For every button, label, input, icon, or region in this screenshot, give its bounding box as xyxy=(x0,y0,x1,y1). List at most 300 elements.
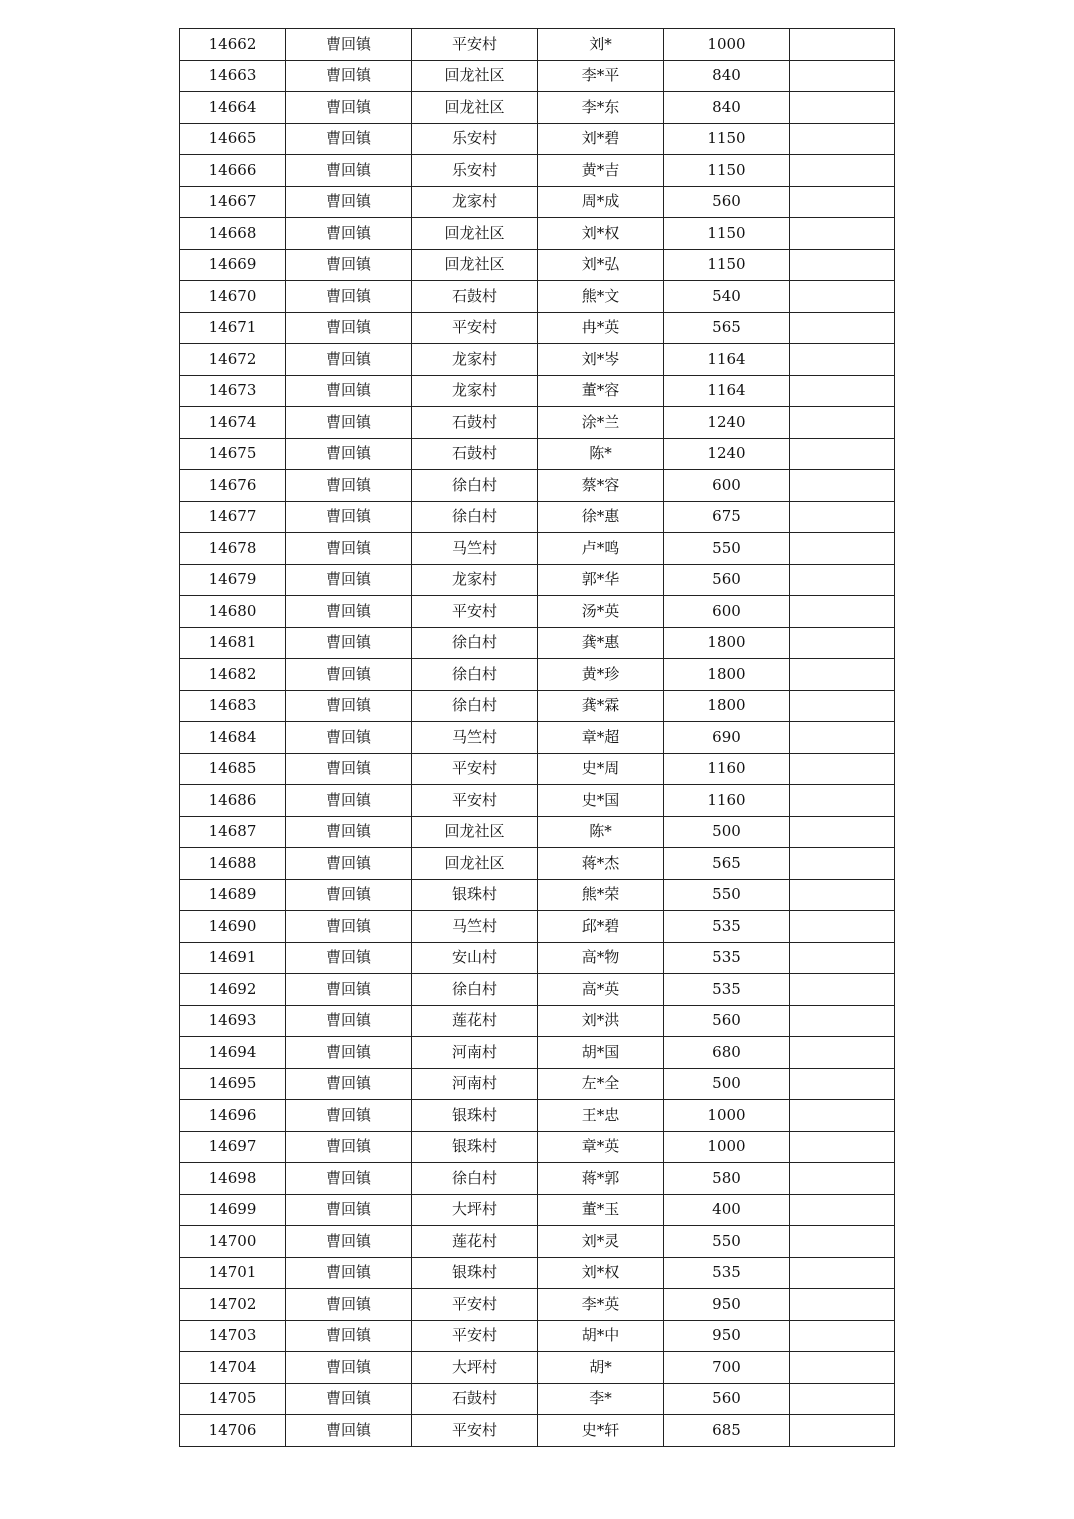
village-cell: 徐白村 xyxy=(412,1163,538,1195)
table-row xyxy=(180,911,895,943)
table-row xyxy=(180,501,895,533)
remark-cell xyxy=(790,470,895,502)
town-cell: 曹回镇 xyxy=(286,1289,412,1321)
village-cell: 大坪村 xyxy=(412,1194,538,1226)
remark-cell xyxy=(790,1383,895,1415)
table-row xyxy=(180,879,895,911)
amount-cell: 1000 xyxy=(664,29,790,61)
table-row xyxy=(180,1226,895,1258)
remark-cell xyxy=(790,1100,895,1132)
town-cell: 曹回镇 xyxy=(286,879,412,911)
amount-cell: 500 xyxy=(664,1068,790,1100)
town-cell: 曹回镇 xyxy=(286,1383,412,1415)
amount-cell: 1160 xyxy=(664,785,790,817)
serial-number-cell: 14690 xyxy=(180,911,286,943)
table-row xyxy=(180,1131,895,1163)
name-cell: 龚*惠 xyxy=(538,627,664,659)
remark-cell xyxy=(790,1257,895,1289)
table-row xyxy=(180,753,895,785)
name-cell: 黄*吉 xyxy=(538,155,664,187)
town-cell: 曹回镇 xyxy=(286,564,412,596)
village-cell: 回龙社区 xyxy=(412,816,538,848)
amount-cell: 600 xyxy=(664,596,790,628)
table-row xyxy=(180,974,895,1006)
table-row xyxy=(180,722,895,754)
remark-cell xyxy=(790,501,895,533)
table-row xyxy=(180,123,895,155)
amount-cell: 950 xyxy=(664,1289,790,1321)
village-cell: 平安村 xyxy=(412,29,538,61)
serial-number-cell: 14673 xyxy=(180,375,286,407)
table-row xyxy=(180,942,895,974)
town-cell: 曹回镇 xyxy=(286,123,412,155)
name-cell: 胡*国 xyxy=(538,1037,664,1069)
serial-number-cell: 14667 xyxy=(180,186,286,218)
table-row xyxy=(180,407,895,439)
serial-number-cell: 14665 xyxy=(180,123,286,155)
name-cell: 高*英 xyxy=(538,974,664,1006)
name-cell: 黄*珍 xyxy=(538,659,664,691)
amount-cell: 560 xyxy=(664,1005,790,1037)
village-cell: 银珠村 xyxy=(412,879,538,911)
serial-number-cell: 14670 xyxy=(180,281,286,313)
table-row xyxy=(180,186,895,218)
name-cell: 章*超 xyxy=(538,722,664,754)
village-cell: 龙家村 xyxy=(412,375,538,407)
town-cell: 曹回镇 xyxy=(286,281,412,313)
town-cell: 曹回镇 xyxy=(286,848,412,880)
amount-cell: 1240 xyxy=(664,407,790,439)
remark-cell xyxy=(790,974,895,1006)
village-cell: 平安村 xyxy=(412,1289,538,1321)
amount-cell: 560 xyxy=(664,186,790,218)
serial-number-cell: 14671 xyxy=(180,312,286,344)
remark-cell xyxy=(790,942,895,974)
remark-cell xyxy=(790,1415,895,1447)
amount-cell: 700 xyxy=(664,1352,790,1384)
village-cell: 平安村 xyxy=(412,785,538,817)
town-cell: 曹回镇 xyxy=(286,92,412,124)
name-cell: 周*成 xyxy=(538,186,664,218)
serial-number-cell: 14678 xyxy=(180,533,286,565)
town-cell: 曹回镇 xyxy=(286,249,412,281)
village-cell: 回龙社区 xyxy=(412,60,538,92)
table-row xyxy=(180,155,895,187)
amount-cell: 1150 xyxy=(664,123,790,155)
remark-cell xyxy=(790,1289,895,1321)
remark-cell xyxy=(790,218,895,250)
amount-cell: 1150 xyxy=(664,249,790,281)
amount-cell: 535 xyxy=(664,911,790,943)
name-cell: 刘*弘 xyxy=(538,249,664,281)
table-row xyxy=(180,312,895,344)
town-cell: 曹回镇 xyxy=(286,1194,412,1226)
remark-cell xyxy=(790,1320,895,1352)
amount-cell: 1164 xyxy=(664,375,790,407)
table-row xyxy=(180,816,895,848)
name-cell: 章*英 xyxy=(538,1131,664,1163)
name-cell: 陈* xyxy=(538,816,664,848)
village-cell: 马竺村 xyxy=(412,911,538,943)
remark-cell xyxy=(790,659,895,691)
remark-cell xyxy=(790,344,895,376)
serial-number-cell: 14700 xyxy=(180,1226,286,1258)
table-row xyxy=(180,29,895,61)
town-cell: 曹回镇 xyxy=(286,186,412,218)
serial-number-cell: 14674 xyxy=(180,407,286,439)
name-cell: 刘*洪 xyxy=(538,1005,664,1037)
remark-cell xyxy=(790,785,895,817)
town-cell: 曹回镇 xyxy=(286,974,412,1006)
remark-cell xyxy=(790,533,895,565)
table-row xyxy=(180,785,895,817)
amount-cell: 1160 xyxy=(664,753,790,785)
town-cell: 曹回镇 xyxy=(286,1226,412,1258)
table-row xyxy=(180,1194,895,1226)
village-cell: 乐安村 xyxy=(412,123,538,155)
town-cell: 曹回镇 xyxy=(286,312,412,344)
village-cell: 石鼓村 xyxy=(412,281,538,313)
village-cell: 河南村 xyxy=(412,1037,538,1069)
table-row xyxy=(180,281,895,313)
remark-cell xyxy=(790,753,895,785)
village-cell: 河南村 xyxy=(412,1068,538,1100)
serial-number-cell: 14683 xyxy=(180,690,286,722)
serial-number-cell: 14702 xyxy=(180,1289,286,1321)
serial-number-cell: 14686 xyxy=(180,785,286,817)
town-cell: 曹回镇 xyxy=(286,1037,412,1069)
village-cell: 平安村 xyxy=(412,312,538,344)
village-cell: 徐白村 xyxy=(412,974,538,1006)
town-cell: 曹回镇 xyxy=(286,1005,412,1037)
name-cell: 卢*鸣 xyxy=(538,533,664,565)
serial-number-cell: 14675 xyxy=(180,438,286,470)
town-cell: 曹回镇 xyxy=(286,785,412,817)
village-cell: 平安村 xyxy=(412,753,538,785)
amount-cell: 675 xyxy=(664,501,790,533)
village-cell: 回龙社区 xyxy=(412,848,538,880)
table-row xyxy=(180,470,895,502)
amount-cell: 580 xyxy=(664,1163,790,1195)
name-cell: 熊*荣 xyxy=(538,879,664,911)
village-cell: 银珠村 xyxy=(412,1100,538,1132)
remark-cell xyxy=(790,690,895,722)
village-cell: 回龙社区 xyxy=(412,249,538,281)
village-cell: 徐白村 xyxy=(412,470,538,502)
town-cell: 曹回镇 xyxy=(286,407,412,439)
serial-number-cell: 14684 xyxy=(180,722,286,754)
name-cell: 刘* xyxy=(538,29,664,61)
amount-cell: 1000 xyxy=(664,1131,790,1163)
table-row xyxy=(180,92,895,124)
amount-cell: 950 xyxy=(664,1320,790,1352)
serial-number-cell: 14666 xyxy=(180,155,286,187)
serial-number-cell: 14677 xyxy=(180,501,286,533)
name-cell: 涂*兰 xyxy=(538,407,664,439)
village-cell: 银珠村 xyxy=(412,1131,538,1163)
village-cell: 乐安村 xyxy=(412,155,538,187)
name-cell: 王*忠 xyxy=(538,1100,664,1132)
amount-cell: 535 xyxy=(664,974,790,1006)
amount-cell: 600 xyxy=(664,470,790,502)
table-row xyxy=(180,1068,895,1100)
name-cell: 陈* xyxy=(538,438,664,470)
village-cell: 徐白村 xyxy=(412,690,538,722)
serial-number-cell: 14669 xyxy=(180,249,286,281)
amount-cell: 1150 xyxy=(664,218,790,250)
serial-number-cell: 14668 xyxy=(180,218,286,250)
town-cell: 曹回镇 xyxy=(286,375,412,407)
name-cell: 李*英 xyxy=(538,1289,664,1321)
remark-cell xyxy=(790,564,895,596)
name-cell: 高*物 xyxy=(538,942,664,974)
table-row xyxy=(180,1352,895,1384)
table-row xyxy=(180,1320,895,1352)
table-row xyxy=(180,848,895,880)
table-row xyxy=(180,627,895,659)
remark-cell xyxy=(790,1131,895,1163)
serial-number-cell: 14664 xyxy=(180,92,286,124)
amount-cell: 550 xyxy=(664,533,790,565)
village-cell: 龙家村 xyxy=(412,564,538,596)
name-cell: 刘*岑 xyxy=(538,344,664,376)
serial-number-cell: 14705 xyxy=(180,1383,286,1415)
amount-cell: 685 xyxy=(664,1415,790,1447)
serial-number-cell: 14698 xyxy=(180,1163,286,1195)
amount-cell: 1150 xyxy=(664,155,790,187)
remark-cell xyxy=(790,249,895,281)
town-cell: 曹回镇 xyxy=(286,722,412,754)
name-cell: 李* xyxy=(538,1383,664,1415)
remark-cell xyxy=(790,1352,895,1384)
name-cell: 刘*灵 xyxy=(538,1226,664,1258)
remark-cell xyxy=(790,407,895,439)
serial-number-cell: 14662 xyxy=(180,29,286,61)
serial-number-cell: 14695 xyxy=(180,1068,286,1100)
serial-number-cell: 14704 xyxy=(180,1352,286,1384)
town-cell: 曹回镇 xyxy=(286,1320,412,1352)
village-cell: 莲花村 xyxy=(412,1226,538,1258)
village-cell: 石鼓村 xyxy=(412,438,538,470)
amount-cell: 1800 xyxy=(664,627,790,659)
name-cell: 史*周 xyxy=(538,753,664,785)
serial-number-cell: 14663 xyxy=(180,60,286,92)
serial-number-cell: 14696 xyxy=(180,1100,286,1132)
remark-cell xyxy=(790,1005,895,1037)
serial-number-cell: 14687 xyxy=(180,816,286,848)
village-cell: 石鼓村 xyxy=(412,1383,538,1415)
amount-cell: 1800 xyxy=(664,659,790,691)
amount-cell: 560 xyxy=(664,564,790,596)
name-cell: 董*玉 xyxy=(538,1194,664,1226)
amount-cell: 1240 xyxy=(664,438,790,470)
data-table xyxy=(179,28,895,1447)
town-cell: 曹回镇 xyxy=(286,911,412,943)
remark-cell xyxy=(790,123,895,155)
table-row xyxy=(180,1005,895,1037)
serial-number-cell: 14694 xyxy=(180,1037,286,1069)
table-row xyxy=(180,1037,895,1069)
town-cell: 曹回镇 xyxy=(286,753,412,785)
serial-number-cell: 14685 xyxy=(180,753,286,785)
village-cell: 龙家村 xyxy=(412,344,538,376)
name-cell: 刘*碧 xyxy=(538,123,664,155)
amount-cell: 690 xyxy=(664,722,790,754)
remark-cell xyxy=(790,879,895,911)
remark-cell xyxy=(790,1194,895,1226)
town-cell: 曹回镇 xyxy=(286,816,412,848)
amount-cell: 680 xyxy=(664,1037,790,1069)
serial-number-cell: 14680 xyxy=(180,596,286,628)
name-cell: 郭*华 xyxy=(538,564,664,596)
serial-number-cell: 14688 xyxy=(180,848,286,880)
remark-cell xyxy=(790,1163,895,1195)
table-row xyxy=(180,344,895,376)
town-cell: 曹回镇 xyxy=(286,596,412,628)
table-row xyxy=(180,564,895,596)
town-cell: 曹回镇 xyxy=(286,627,412,659)
remark-cell xyxy=(790,29,895,61)
amount-cell: 1000 xyxy=(664,1100,790,1132)
remark-cell xyxy=(790,816,895,848)
village-cell: 莲花村 xyxy=(412,1005,538,1037)
town-cell: 曹回镇 xyxy=(286,659,412,691)
name-cell: 胡*中 xyxy=(538,1320,664,1352)
remark-cell xyxy=(790,848,895,880)
name-cell: 史*国 xyxy=(538,785,664,817)
table-row xyxy=(180,60,895,92)
remark-cell xyxy=(790,1068,895,1100)
serial-number-cell: 14676 xyxy=(180,470,286,502)
town-cell: 曹回镇 xyxy=(286,29,412,61)
name-cell: 李*平 xyxy=(538,60,664,92)
table-row xyxy=(180,218,895,250)
amount-cell: 1164 xyxy=(664,344,790,376)
remark-cell xyxy=(790,281,895,313)
table-row xyxy=(180,438,895,470)
amount-cell: 550 xyxy=(664,1226,790,1258)
village-cell: 马竺村 xyxy=(412,722,538,754)
town-cell: 曹回镇 xyxy=(286,1352,412,1384)
remark-cell xyxy=(790,155,895,187)
remark-cell xyxy=(790,627,895,659)
remark-cell xyxy=(790,1037,895,1069)
table-row xyxy=(180,249,895,281)
village-cell: 平安村 xyxy=(412,1320,538,1352)
village-cell: 龙家村 xyxy=(412,186,538,218)
name-cell: 冉*英 xyxy=(538,312,664,344)
remark-cell xyxy=(790,911,895,943)
town-cell: 曹回镇 xyxy=(286,438,412,470)
town-cell: 曹回镇 xyxy=(286,690,412,722)
village-cell: 马竺村 xyxy=(412,533,538,565)
remark-cell xyxy=(790,312,895,344)
village-cell: 大坪村 xyxy=(412,1352,538,1384)
name-cell: 龚*霖 xyxy=(538,690,664,722)
serial-number-cell: 14697 xyxy=(180,1131,286,1163)
town-cell: 曹回镇 xyxy=(286,1257,412,1289)
serial-number-cell: 14693 xyxy=(180,1005,286,1037)
village-cell: 平安村 xyxy=(412,1415,538,1447)
amount-cell: 565 xyxy=(664,848,790,880)
amount-cell: 1800 xyxy=(664,690,790,722)
serial-number-cell: 14706 xyxy=(180,1415,286,1447)
serial-number-cell: 14672 xyxy=(180,344,286,376)
serial-number-cell: 14681 xyxy=(180,627,286,659)
serial-number-cell: 14682 xyxy=(180,659,286,691)
remark-cell xyxy=(790,722,895,754)
village-cell: 回龙社区 xyxy=(412,218,538,250)
serial-number-cell: 14699 xyxy=(180,1194,286,1226)
amount-cell: 560 xyxy=(664,1383,790,1415)
town-cell: 曹回镇 xyxy=(286,155,412,187)
remark-cell xyxy=(790,438,895,470)
serial-number-cell: 14689 xyxy=(180,879,286,911)
table-row xyxy=(180,1383,895,1415)
town-cell: 曹回镇 xyxy=(286,344,412,376)
serial-number-cell: 14691 xyxy=(180,942,286,974)
remark-cell xyxy=(790,92,895,124)
town-cell: 曹回镇 xyxy=(286,533,412,565)
table-row xyxy=(180,1100,895,1132)
name-cell: 汤*英 xyxy=(538,596,664,628)
town-cell: 曹回镇 xyxy=(286,1100,412,1132)
amount-cell: 550 xyxy=(664,879,790,911)
amount-cell: 840 xyxy=(664,92,790,124)
town-cell: 曹回镇 xyxy=(286,942,412,974)
table-row xyxy=(180,1163,895,1195)
name-cell: 左*全 xyxy=(538,1068,664,1100)
name-cell: 刘*权 xyxy=(538,1257,664,1289)
serial-number-cell: 14679 xyxy=(180,564,286,596)
town-cell: 曹回镇 xyxy=(286,470,412,502)
amount-cell: 565 xyxy=(664,312,790,344)
remark-cell xyxy=(790,60,895,92)
name-cell: 熊*文 xyxy=(538,281,664,313)
town-cell: 曹回镇 xyxy=(286,1068,412,1100)
remark-cell xyxy=(790,596,895,628)
name-cell: 徐*惠 xyxy=(538,501,664,533)
name-cell: 邱*碧 xyxy=(538,911,664,943)
remark-cell xyxy=(790,1226,895,1258)
table-row xyxy=(180,375,895,407)
village-cell: 徐白村 xyxy=(412,659,538,691)
village-cell: 徐白村 xyxy=(412,501,538,533)
serial-number-cell: 14703 xyxy=(180,1320,286,1352)
name-cell: 蒋*郭 xyxy=(538,1163,664,1195)
table-row xyxy=(180,1415,895,1447)
town-cell: 曹回镇 xyxy=(286,60,412,92)
name-cell: 李*东 xyxy=(538,92,664,124)
name-cell: 刘*权 xyxy=(538,218,664,250)
town-cell: 曹回镇 xyxy=(286,1131,412,1163)
serial-number-cell: 14692 xyxy=(180,974,286,1006)
name-cell: 胡* xyxy=(538,1352,664,1384)
amount-cell: 500 xyxy=(664,816,790,848)
name-cell: 董*容 xyxy=(538,375,664,407)
remark-cell xyxy=(790,375,895,407)
table-row xyxy=(180,1257,895,1289)
name-cell: 史*轩 xyxy=(538,1415,664,1447)
amount-cell: 540 xyxy=(664,281,790,313)
table-row xyxy=(180,659,895,691)
village-cell: 石鼓村 xyxy=(412,407,538,439)
village-cell: 回龙社区 xyxy=(412,92,538,124)
amount-cell: 400 xyxy=(664,1194,790,1226)
amount-cell: 840 xyxy=(664,60,790,92)
name-cell: 蒋*杰 xyxy=(538,848,664,880)
table-row xyxy=(180,690,895,722)
